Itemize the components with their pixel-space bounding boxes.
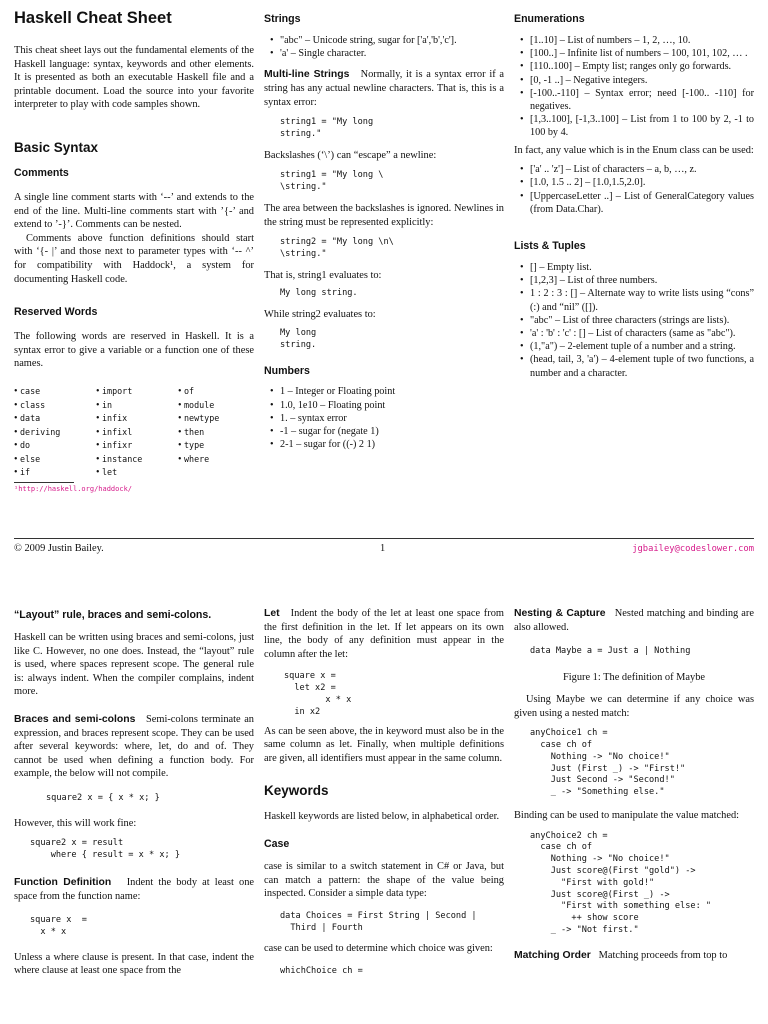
funcdef-heading: Function Definition [14,876,112,888]
code-block-choices: data Choices = First String | Second | Third | Fourth [280,910,477,933]
column-1 [14,0,254,493]
evaluates-paragraph-1: That is, string1 evaluates to: [264,269,382,281]
unless-paragraph: Unless a where clause is present. In that case, indent the where clause at least one space from the [14,951,254,977]
column-2 [264,0,504,451]
fine-paragraph: However, this will work fine: [14,817,137,829]
using-paragraph: Using Maybe we can determine if any choice was given using a nested match: [514,693,754,719]
code-block-square2b: square2 x = result where { result = x * x; } [30,838,181,861]
code-block-whichchoice: whichChoice ch = [280,965,363,976]
keywords-paragraph: Haskell keywords are listed below, in alphabetical order. [264,811,500,823]
lists-tuples-heading: Lists & Tuples [514,240,586,253]
footer-page-number: 1 [380,543,386,554]
numbers-list [264,385,504,451]
reserved-word: • in [96,399,178,413]
footer-email-link[interactable]: jgbailey@codeslower.com [632,544,754,554]
document-title: Haskell Cheat Sheet [14,9,172,27]
code-block-square2: square2 x = { x * x; } [46,792,160,803]
list-item: • (head, tail, 3, 'a') – 4-element tuple of two functions, a number and a character. [530,353,754,379]
matching-paragraph [514,949,754,963]
reserved-word: • infix [96,412,178,426]
area-paragraph: The area between the backslashes is ignored. Newlines in the string must be represented explicitly: [264,202,504,228]
column-2 [264,600,504,978]
strings-list [264,34,504,60]
let-paragraph-2: As can be seen above, the in keyword must also be in the same column as let. Finally, when multiple definitions are given, all identifiers must appear in the same column. [264,725,504,764]
list-item: • 1 – Integer or Floating point [280,385,504,398]
list-item: • 'a' : 'b' : 'c' : [] – List of characters (same as "abc"). [530,327,754,340]
list-item: • [110..100] – Empty list; ranges only go forwards. [530,60,754,73]
reserved-word: • deriving [14,426,96,440]
code-block-result2: My long string. [280,327,317,350]
code-block-square: square x = x * x [30,915,87,937]
list-item: • [1,3..100], [-1,3..100] – List from 1 to 100 by 2, -1 to 100 by 4. [530,113,754,139]
numbers-heading: Numbers [264,365,310,378]
let-heading: Let [264,608,280,619]
list-item: • [0, -1 ..] – Negative integers. [530,74,754,87]
reserved-word: • newtype [178,412,260,426]
list-item: • [] – Empty list. [530,261,754,274]
reserved-word: • import [96,385,178,399]
reserved-words-list [14,385,254,480]
reserved-word: • case [14,385,96,399]
reserved-words-heading: Reserved Words [14,306,98,319]
figure-caption: Figure 1: The definition of Maybe [562,671,706,683]
list-item: • -1 – sugar for (negate 1) [280,425,504,438]
reserved-word: • data [14,412,96,426]
code-block-anychoice2: anyChoice2 ch = case ch of Nothing -> "No choice!" Just score@(First "gold") -> "First with gold!" Just score@(First _) -> "First with something else: " ++ show score _ -> "Not first." [530,830,712,935]
footnote-rule [14,482,74,483]
footer-rule [14,538,754,539]
funcdef-text: Indent the body at least one space from the function name: [14,876,255,902]
funcdef-paragraph [14,876,254,903]
backslash-paragraph: Backslashes (‘\’) can “escape” a newline: [264,149,437,161]
list-item: • [UppercaseLetter ..] – List of GeneralCategory values (from Data.Char). [530,190,754,216]
nesting-paragraph [514,607,754,634]
reserved-word: • else [14,453,96,467]
column-3 [514,0,754,380]
code-block-anychoice1: anyChoice1 ch = case ch of Nothing -> "No choice!" Just (First _) -> "First!" Just Second -> "Second!" _ -> "Something else." [530,728,686,798]
reserved-word: • let [96,466,178,480]
reserved-word: • module [178,399,260,413]
let-paragraph [264,607,504,661]
comments-paragraph-1: A single line comment starts with ‘--’ and extends to the end of the line. Multi-line comments start with ’{-’ and extend to ’-}’. Comments can be nested. [14,191,254,231]
code-block-string1b: string1 = "My long \ \string." [280,170,384,193]
list-item: • (1,"a") – 2-element tuple of a number and a string. [530,340,754,353]
list-item: • 1.0, 1e10 – Floating point [280,399,504,412]
nesting-heading: Nesting & Capture [514,608,606,619]
reserved-word: • if [14,466,96,480]
case-paragraph: case is similar to a switch statement in C# or Java, but can match a pattern: the shape of the value being inspected. Consider a simple data type: [264,860,504,900]
multiline-text: Normally, it is a syntax error if a string has any actual newline characters. That is, this is a syntax error: [264,69,504,108]
intro-paragraph: This cheat sheet lays out the fundamental elements of the Haskell language: syntax, keywords and other elements. It is presented as both an executable Haskell file and a printable document. Load the source into your favorite interpreter to play with code samples shown. [14,45,254,111]
list-item: • 'a' – Single character. [280,47,504,60]
braces-heading: Braces and semi-colons [14,713,136,725]
case-paragraph-2: case can be used to determine which choice was given: [264,943,493,955]
lists-tuples-list [514,261,754,380]
column-1 [14,600,254,978]
let-text: Indent the body of the let at least one space from the first definition in the let. If let appears on its own line, the body of any definition must appear in the column after the let: [264,608,505,660]
enumerations-list-2 [514,163,754,216]
reserved-word: • then [178,426,260,440]
reserved-word: • infixl [96,426,178,440]
strings-heading: Strings [264,13,301,25]
list-item: • 1 : 2 : 3 : [] – Alternate way to write lists using “cons” (:) and “nil” ([]). [530,287,754,313]
evaluates-paragraph-2: While string2 evaluates to: [264,309,376,321]
enum-class-paragraph: In fact, any value which is in the Enum class can be used: [514,144,754,156]
case-heading: Case [264,837,290,850]
comments-heading: Comments [14,166,69,179]
reserved-word: • type [178,439,260,453]
list-item: • "abc" – List of three characters (strings are lists). [530,314,754,327]
list-item: • [1.0, 1.5 .. 2] – [1.0,1.5,2.0]. [530,176,754,189]
enumerations-heading: Enumerations [514,13,585,25]
list-item: • ['a' .. 'z'] – List of characters – a, b, …, z. [530,163,754,176]
nesting-text: Nested matching and binding are also allowed. [514,608,754,633]
code-block-string2: string2 = "My long \n\ \string." [280,237,394,259]
list-item: • [-100..-110] – Syntax error; need [-100.. -110] for negatives. [530,87,754,113]
reserved-words-paragraph: The following words are reserved in Haskell. It is a syntax error to give a variable or a function one of these names. [14,331,254,370]
enumerations-list [514,34,754,140]
reserved-word: • of [178,385,260,399]
footnote-link[interactable]: ¹http://haskell.org/haddock/ [14,485,133,494]
code-block-let: square x = let x2 = x * x in x2 [284,671,352,717]
code-block-maybe: data Maybe a = Just a | Nothing [530,646,691,657]
column-3 [514,600,754,962]
reserved-word: • infixr [96,439,178,453]
keywords-heading: Keywords [264,783,329,799]
braces-paragraph [14,713,254,781]
comments-paragraph-2: Comments above function definitions should start with ‘{- |’ and those next to parameter types with ‘-- ^’ for compatibility with Haddock¹, a system for documenting Haskell code. [14,232,254,285]
footer-copyright: © 2009 Justin Bailey. [14,543,104,554]
layout-heading: “Layout” rule, braces and semi-colons. [14,609,212,621]
code-block-result1: My long string. [280,288,358,299]
binding-paragraph: Binding can be used to manipulate the value matched: [514,809,740,821]
braces-text: Semi-colons terminate an expression, and braces represent scope. They can be used after several keywords: where, let, do and of. They cannot be used when defining a function body. For example, the below will not compile. [14,713,255,780]
list-item: • [1,2,3] – List of three numbers. [530,274,754,287]
multiline-heading: Multi-line Strings [264,69,350,81]
basic-syntax-heading: Basic Syntax [14,139,99,155]
reserved-word: • do [14,439,96,453]
list-item: • [1..10] – List of numbers – 1, 2, …, 10. [530,34,754,47]
code-block-string1: string1 = "My long string." [280,117,374,139]
matching-heading: Matching Order [514,949,591,961]
list-item: • [100..] – Infinite list of numbers – 100, 101, 102, … . [530,47,754,60]
matching-text: Matching proceeds from top to [598,949,728,961]
page-2 [0,600,768,1024]
list-item: • "abc" – Unicode string, sugar for ['a','b','c']. [280,34,504,47]
reserved-word: • instance [96,453,178,467]
reserved-word: • class [14,399,96,413]
reserved-word: • where [178,453,260,467]
list-item: • 2-1 – sugar for ((-) 2 1) [280,438,504,451]
list-item: • 1. – syntax error [280,412,504,425]
multiline-paragraph [264,68,504,109]
layout-paragraph: Haskell can be written using braces and semi-colons, just like C. However, no one does. Instead, the “layout” rule is used, where spaces represent scope. The general rule is: always indent. When the compiler complains, indent more. [14,632,254,698]
